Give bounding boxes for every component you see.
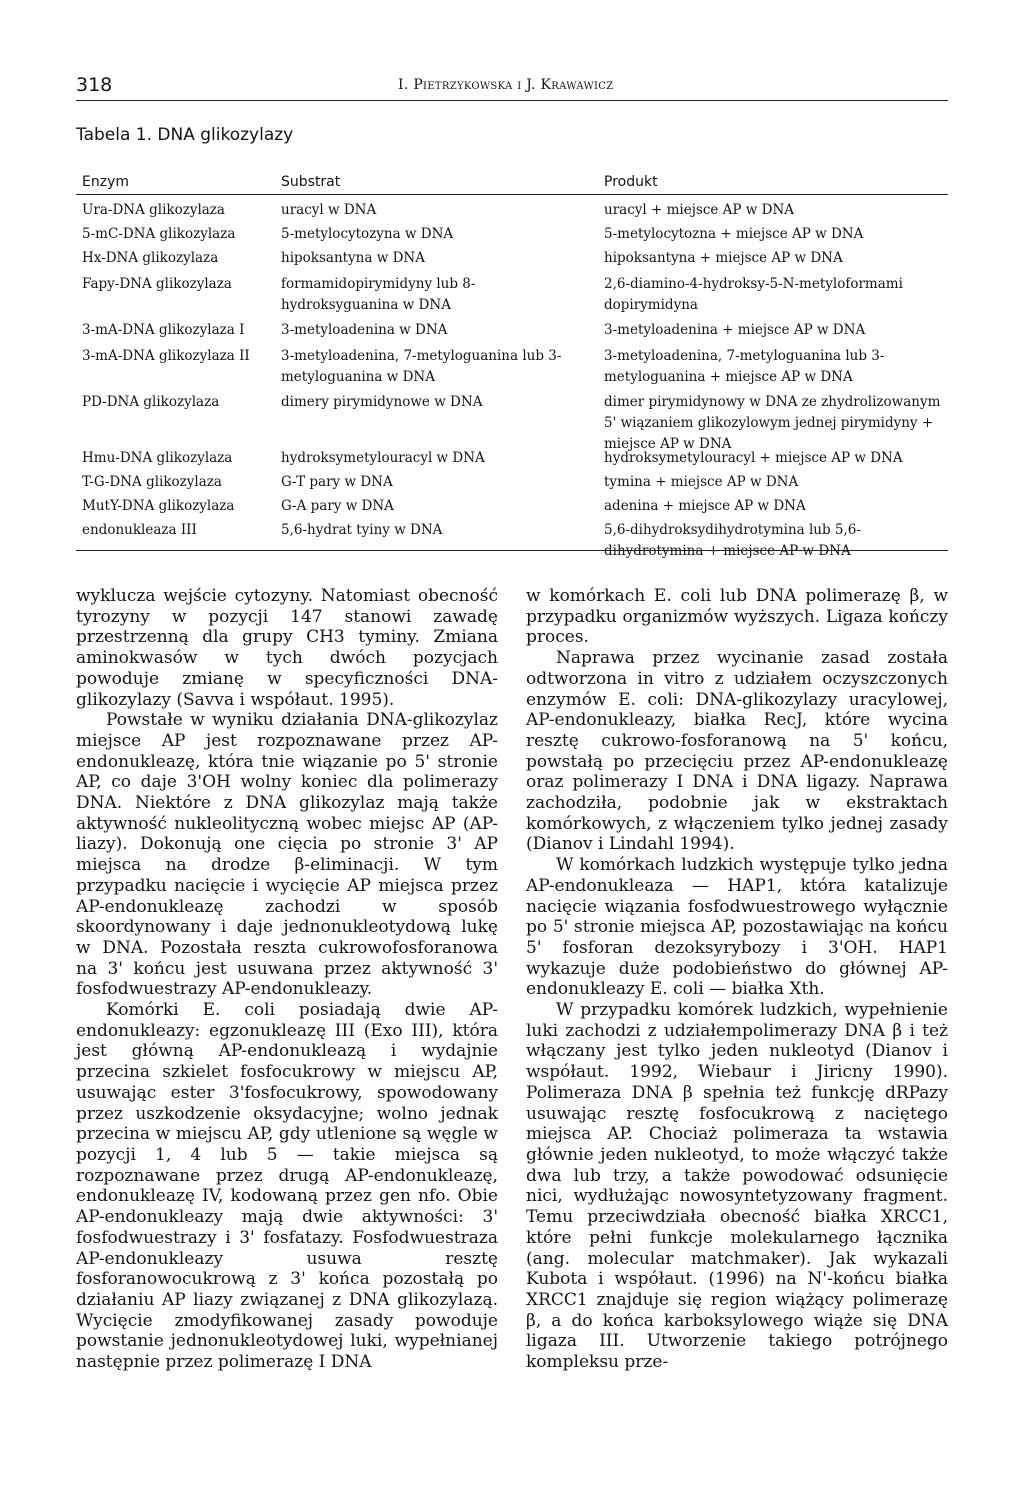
cell-produkt: uracyl + miejsce AP w DNA (604, 202, 795, 218)
cell-enzym: PD-DNA glikozylaza (82, 394, 220, 410)
cell-enzym: endonukleaza III (82, 522, 197, 538)
enzyme-table (76, 172, 948, 559)
cell-substrat: 5-metylocytozyna w DNA (281, 226, 454, 242)
column-header-substrat: Substrat (281, 174, 341, 190)
cell-produkt: hipoksantyna + miejsce AP w DNA (604, 250, 843, 266)
cell-produkt: 5-metylocytozna + miejsce AP w DNA (604, 226, 864, 242)
cell-substrat: 3-metyloadenina, 7-metyloguanina lub 3-metyloguanina w DNA (281, 348, 562, 385)
table-caption: Tabela 1. DNA glikozylazy (76, 125, 294, 145)
cell-enzym: 3-mA-DNA glikozylaza I (82, 322, 245, 338)
cell-enzym: Hx-DNA glikozylaza (82, 250, 219, 266)
cell-enzym: 3-mA-DNA glikozylaza II (82, 348, 250, 364)
page-number: 318 (76, 74, 113, 96)
column-header-produkt: Produkt (604, 174, 658, 190)
cell-substrat: G-T pary w DNA (281, 474, 393, 490)
cell-enzym: Hmu-DNA glikozylaza (82, 450, 233, 466)
cell-enzym: T-G-DNA glikozylaza (82, 474, 222, 490)
cell-enzym: 5-mC-DNA glikozylaza (82, 226, 236, 242)
body-paragraph: Komórki E. coli posiadają dwie AP-endonukleazy: egzonukleazę III (Exo III), która jest główną AP-endonukleazą i wydajnie przecina szkielet fosfocukrowy w miejscu AP, usuwając ester 3'fosfocukrowy, spowodowany przez uszkodzenie oksydacyjne; wolno jednak przecina w miejscu AP, gdy utlenione są węgle w pozycji 1, 4 lub 5 — takie miejsca są rozpoznawane przez drugą AP-endonukleazę, endonukleazę IV, kodowaną przez gen nfo. Obie AP-endonukleazy mają dwie aktywności: 3' fosfodwuestrazy i 3' fosfatazy. Fosfodwuestraza AP-endonukleazy usuwa resztę fosforanowocukrową z 3' końca pozostałą po działaniu AP liazy związanej z DNA glikozylazą. Wycięcie zmodyfikowanej zasady powoduje powstanie jednonukleotydowej luki, wypełnianej następnie przez polimerazę I DNA (76, 1000, 498, 1373)
body-paragraph: wyklucza wejście cytozyny. Natomiast obecność tyrozyny w pozycji 147 stanowi zawadę przestrzenną dla grupy CH3 tyminy. Zmiana aminokwasów w tych dwóch pozycjach powoduje zmianę w specyficzności DNA-glikozylazy (Savva i współaut. 1995). (76, 586, 498, 710)
body-paragraph: Powstałe w wyniku działania DNA-glikozylaz miejsce AP jest rozpoznawane przez AP-endonukleazę, która tnie wiązanie po 5' stronie AP, co daje 3'OH wolny koniec dla polimerazy DNA. Niektóre z DNA glikozylaz mają także aktywność nukleolityczną wobec miejsc AP (AP-liazy). Dokonują one cięcia po stronie 3' AP miejsca na drodze β-eliminacji. W tym przypadku nacięcie i wycięcie AP miejsca przez AP-endonukleazę zachodzi w sposób skoordynowany i daje jednonukleotydową lukę w DNA. Pozostała reszta cukrowofosforanowa na 3' końcu jest usuwana przez aktywność 3' fosfodwuestrazy AP-endonukleazy. (76, 710, 498, 1000)
cell-produkt: adenina + miejsce AP w DNA (604, 498, 806, 514)
cell-enzym: MutY-DNA glikozylaza (82, 498, 235, 514)
cell-produkt: 5,6-dihydroksydihydrotymina lub 5,6-dihydrotymina + miejsce AP w DNA (604, 522, 861, 559)
page-header (76, 74, 948, 101)
cell-produkt: dimer pirymidynowy w DNA ze zhydrolizowanym 5' wiązaniem glikozylowym jednej pirymidyny + miejsce AP w DNA (604, 394, 941, 452)
cell-substrat: uracyl w DNA (281, 202, 377, 218)
body-paragraph: w komórkach E. coli lub DNA polimerazę β, w przypadku organizmów wyższych. Ligaza kończy proces. (526, 586, 948, 648)
cell-substrat: hipoksantyna w DNA (281, 250, 425, 266)
cell-substrat: 5,6-hydrat tyiny w DNA (281, 522, 443, 538)
text-column-right (526, 586, 948, 1373)
cell-substrat: 3-metyloadenina w DNA (281, 322, 448, 338)
column-header-enzym: Enzym (82, 174, 129, 190)
cell-substrat: dimery pirymidynowe w DNA (281, 394, 483, 410)
cell-substrat: formamidopirymidyny lub 8-hydroksyguanina w DNA (281, 276, 476, 313)
cell-enzym: Ura-DNA glikozylaza (82, 202, 225, 218)
body-paragraph: Naprawa przez wycinanie zasad została odtworzona in vitro z udziałem oczyszczonych enzymów E. coli: DNA-glikozylazy uracylowej, AP-endonukleazy, białka RecJ, które wycina resztę cukrowo-fosforanową na 5' końcu, powstałą po przecięciu przez AP-endonukleazę oraz polimerazy I DNA i DNA ligazy. Naprawa zachodziła, podobnie jak w ekstraktach komórkowych, z włączeniem tylko jednej zasady (Dianov i Lindahl 1994). (526, 648, 948, 855)
cell-produkt: 3-metyloadenina + miejsce AP w DNA (604, 322, 866, 338)
cell-produkt: 3-metyloadenina, 7-metyloguanina lub 3-metyloguanina + miejsce AP w DNA (604, 348, 885, 385)
body-paragraph: W komórkach ludzkich występuje tylko jedna AP-endonukleaza — HAP1, która katalizuje nacięcie wiązania fosfodwuestrowego wyłącznie po 5' stronie miejsca AP, pozostawiając na końcu 5' fosforan dezoksyrybozy i 3'OH. HAP1 wykazuje duże podobieństwo do głównej AP-endonukleazy E. coli — białka Xth. (526, 855, 948, 1000)
cell-substrat: hydroksymetylouracyl w DNA (281, 450, 485, 466)
cell-produkt: tymina + miejsce AP w DNA (604, 474, 799, 490)
text-column-left (76, 586, 498, 1373)
body-paragraph: W przypadku komórek ludzkich, wypełnienie luki zachodzi z udziałempolimerazy DNA β i też włączany jest tylko jeden nukleotyd (Dianov i współaut. 1992, Wiebaur i Jiricny 1990). Polimeraza DNA β spełnia też funkcję dRPazy usuwając resztę fosfocukrową z naciętego miejsca AP. Chociaż polimeraza ta wstawia głównie jeden nukleotyd, to może włączyć także dwa lub trzy, a także powodować odsunięcie nici, wydłużając nowosyntetyzowany fragment. Temu przeciwdziała obecność białka XRCC1, które pełni funkcje molekularnego łącznika (ang. molecular matchmaker). Jak wykazali Kubota i współaut. (1996) na N'-końcu białka XRCC1 znajduje się region wiążący polimerazę β, a do końca karboksylowego wiąże się DNA ligaza III. Utworzenie takiego potrójnego kompleksu prze- (526, 1000, 948, 1373)
cell-substrat: G-A pary w DNA (281, 498, 394, 514)
cell-produkt: 2,6-diamino-4-hydroksy-5-N-metyloformami dopirymidyna (604, 276, 903, 313)
cell-produkt: hydroksymetylouracyl + miejsce AP w DNA (604, 450, 903, 466)
running-title: I. Pietrzykowska i J. Krawawicz (398, 77, 614, 93)
cell-enzym: Fapy-DNA glikozylaza (82, 276, 232, 292)
table-bottom-rule (76, 550, 948, 551)
table-header (76, 172, 948, 195)
